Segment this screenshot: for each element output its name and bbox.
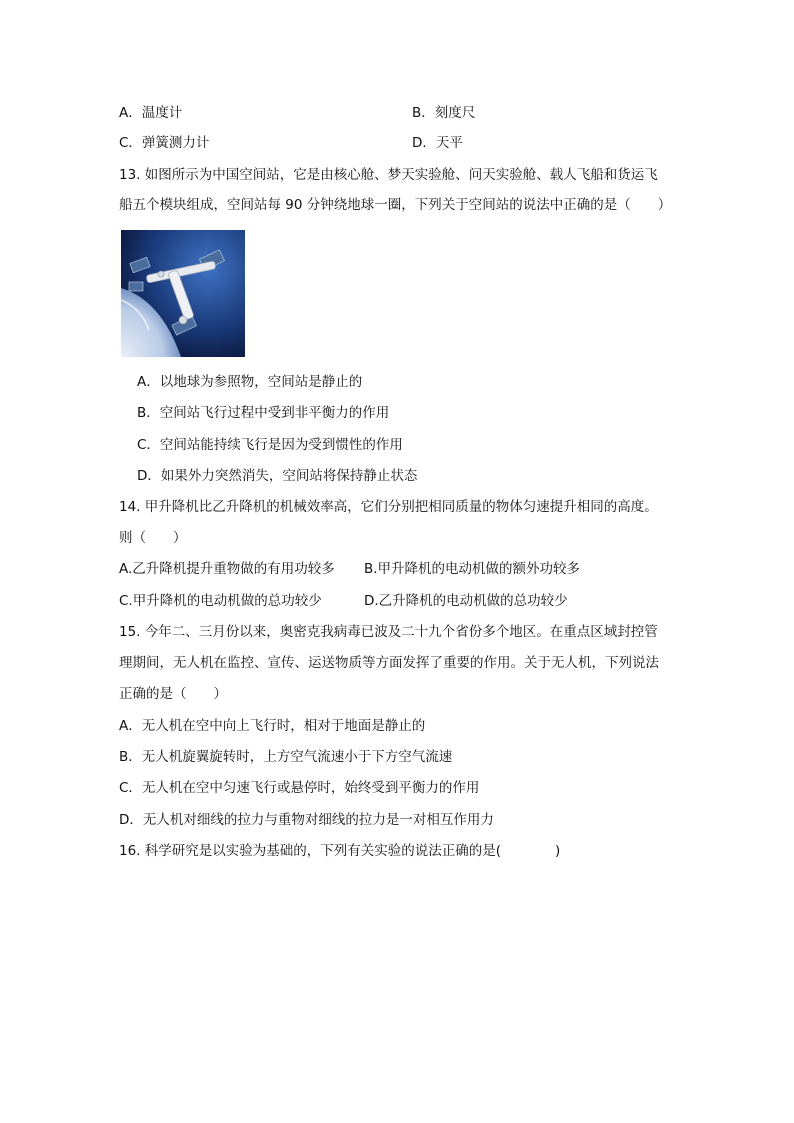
q14-option-a: A.乙升降机提升重物做的有用功较多 [119,561,335,577]
q15-stem-line2: 理期间，无人机在监控、宣传、运送物质等方面发挥了重要的作用。关于无人机，下列说法 [119,655,659,671]
q12-option-a: A．温度计 [119,105,183,121]
q12-option-c: C．弹簧测力计 [119,135,210,151]
q13-option-b: B．空间站飞行过程中受到非平衡力的作用 [137,405,390,421]
q16-stem-line1: 16. 科学研究是以实验为基础的，下列有关实验的说法正确的是( ) [119,843,561,859]
q12-option-d: D．天平 [412,135,463,151]
space-station-image [121,230,245,357]
q14-stem-line1: 14. 甲升降机比乙升降机的机械效率高，它们分别把相同质量的物体匀速提升相同的高度。 [119,499,658,515]
q13-option-a: A．以地球为参照物，空间站是静止的 [137,374,363,390]
q14-option-c: C.甲升降机的电动机做的总功较少 [119,593,322,609]
q15-stem-line1: 15. 今年二、三月份以来，奥密克我病毒已波及二十九个省份多个地区。在重点区域封控管 [119,624,658,640]
q13-option-d: D．如果外力突然消失，空间站将保持静止状态 [137,468,418,484]
q13-stem-line1: 13. 如图所示为中国空间站，它是由核心舱、梦天实验舱、问天实验舱、载人飞船和货运飞 [119,167,658,183]
q15-option-d: D．无人机对细线的拉力与重物对细线的拉力是一对相互作用力 [119,812,494,828]
q15-option-c: C．无人机在空中匀速飞行或悬停时，始终受到平衡力的作用 [119,780,480,796]
q15-option-b: B．无人机旋翼旋转时，上方空气流速小于下方空气流速 [119,749,453,765]
q15-option-a: A．无人机在空中向上飞行时，相对于地面是静止的 [119,718,426,734]
q12-option-b: B．刻度尺 [412,105,476,121]
q13-stem-line2: 船五个模块组成，空间站每 90 分钟绕地球一圈，下列关于空间站的说法中正确的是（ ） [119,197,672,213]
q14-option-b: B.甲升降机的电动机做的额外功较多 [364,561,581,577]
q14-stem-line2: 则（ ） [119,530,187,546]
q15-stem-line3: 正确的是（ ） [119,686,227,702]
q13-option-c: C．空间站能持续飞行是因为受到惯性的作用 [137,437,403,453]
q14-option-d: D.乙升降机的电动机做的总功较少 [364,593,568,609]
